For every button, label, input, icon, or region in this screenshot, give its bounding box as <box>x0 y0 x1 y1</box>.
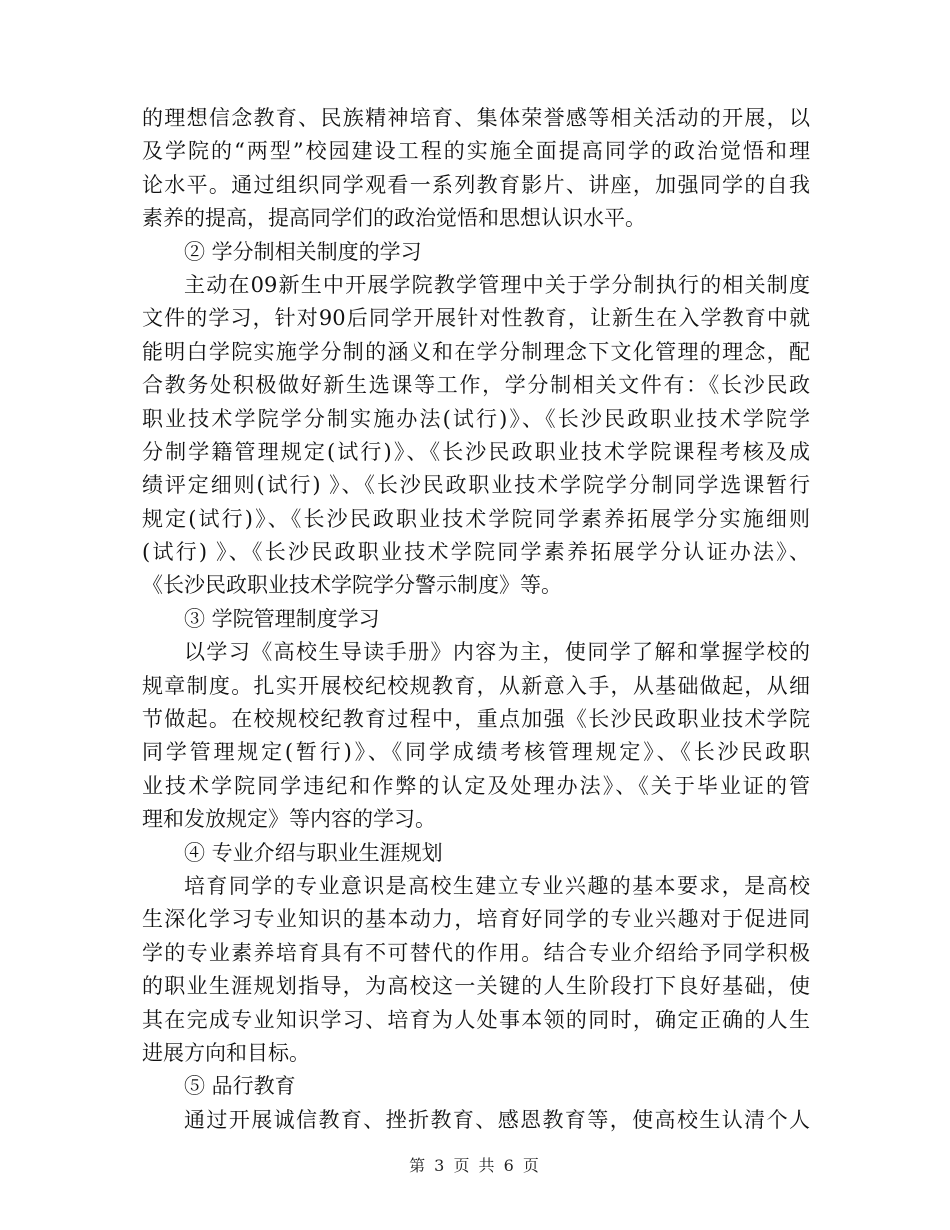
text-line: 其在完成专业知识学习、培育为人处事本领的同时，确定正确的人生 <box>142 1007 810 1032</box>
text-line: 素养的提高，提高同学们的政治觉悟和思想认识水平。 <box>142 206 646 231</box>
text-line: 理和发放规定》等内容的学习。 <box>142 807 436 832</box>
text-line: (试行) 》、《长沙民政职业技术学院同学素养拓展学分认证办法》、 <box>142 540 810 565</box>
text-line: 以学习《高校生导读手册》内容为主，使同学了解和掌握学校的 <box>184 640 810 665</box>
text-line: 主动在09新生中开展学院教学管理中关于学分制执行的相关制度 <box>184 272 810 297</box>
text-line: 绩评定细则(试行) 》、《长沙民政职业技术学院学分制同学选课暂行 <box>142 473 810 498</box>
text-line: 文件的学习，针对90后同学开展针对性教育，让新生在入学教育中就 <box>142 306 810 331</box>
text-line: 的理想信念教育、民族精神培育、集体荣誉感等相关活动的开展，以 <box>142 106 810 130</box>
section-heading: ④ 专业介绍与职业生涯规划 <box>184 840 443 865</box>
text-line: 进展方向和目标。 <box>142 1040 310 1065</box>
text-line: 生深化学习专业知识的基本动力，培育好同学的专业兴趣对于促进同 <box>142 907 810 932</box>
text-line: 职业技术学院学分制实施办法(试行)》、《长沙民政职业技术学院学 <box>142 406 810 431</box>
text-line: 规章制度。扎实开展校纪校规教育，从新意入手，从基础做起，从细 <box>142 673 810 698</box>
text-line: 学的专业素养培育具有不可替代的作用。结合专业介绍给予同学积极 <box>142 940 810 965</box>
text-line: 培育同学的专业意识是高校生建立专业兴趣的基本要求，是高校 <box>184 873 810 898</box>
text-line: 的职业生涯规划指导，为高校这一关键的人生阶段打下良好基础，使 <box>142 974 810 999</box>
text-line: 论水平。通过组织同学观看一系列教育影片、讲座，加强同学的自我 <box>142 172 810 197</box>
text-line: 合教务处积极做好新生选课等工作，学分制相关文件有：《长沙民政 <box>142 373 810 398</box>
document-body <box>142 102 810 1137</box>
text-line: 通过开展诚信教育、挫折教育、感恩教育等，使高校生认清个人 <box>184 1107 810 1132</box>
text-line: 业技术学院同学违纪和作弊的认定及处理办法》、《关于毕业证的管 <box>142 773 810 798</box>
section-heading: ② 学分制相关制度的学习 <box>184 239 422 264</box>
text-line: 同学管理规定(暂行)》、《同学成绩考核管理规定》、《长沙民政职 <box>142 740 810 765</box>
text-line: 能明白学院实施学分制的涵义和在学分制理念下文化管理的理念，配 <box>142 339 810 364</box>
section-heading: ③ 学院管理制度学习 <box>184 606 380 631</box>
section-heading: ⑤ 品行教育 <box>184 1074 296 1099</box>
text-line: 分制学籍管理规定(试行)》、《长沙民政职业技术学院课程考核及成 <box>142 439 810 464</box>
text-line: 节做起。在校规校纪教育过程中，重点加强《长沙民政职业技术学院 <box>142 707 810 732</box>
text-line: 《长沙民政职业技术学院学分警示制度》等。 <box>142 573 562 598</box>
text-line: 及学院的“两型”校园建设工程的实施全面提高同学的政治觉悟和理 <box>142 139 810 164</box>
text-line: 规定(试行)》、《长沙民政职业技术学院同学素养拓展学分实施细则 <box>142 506 810 531</box>
page-footer <box>0 1153 950 1176</box>
page-number-label: 第 3 页 共 6 页 <box>409 1156 541 1175</box>
